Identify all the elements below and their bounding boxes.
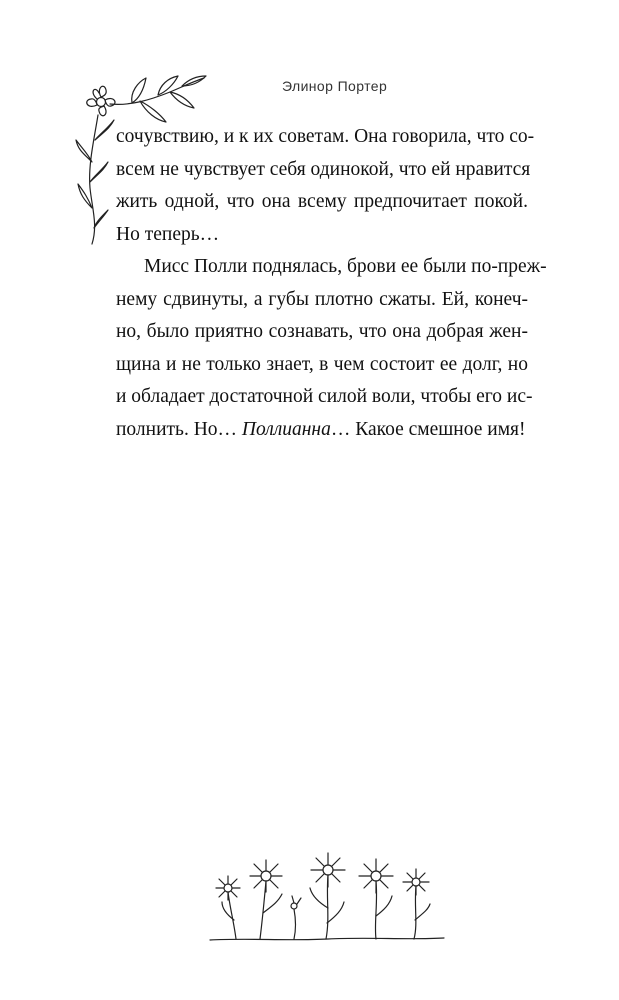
text-line: всем не чувствует себя одинокой, что ей нравится	[116, 158, 531, 180]
text-line: сочувствию, и к их советам. Она говорила, что со-	[116, 126, 535, 147]
text-line: но, было приятно сознавать, что она добрая жен-	[116, 321, 528, 342]
text-line: щина и не только знает, в чем состоит ее долг, но	[116, 353, 528, 375]
text-line: Мисс Полли поднялась, брови ее были по-преж-	[144, 256, 547, 277]
italic-name: Поллианна	[241, 418, 331, 440]
daisies-icon	[208, 848, 448, 948]
text-line: Но теперь…	[116, 223, 220, 245]
text-segment: полнить. Но…	[116, 418, 242, 440]
text-line: нему сдвинуты, а губы плотно сжаты. Ей, конеч-	[116, 288, 528, 310]
text-line: и обладает достаточной силой воли, чтобы его ис-	[116, 386, 533, 407]
text-segment: … Какое смешное имя!	[330, 418, 526, 440]
text-line-last	[116, 414, 528, 447]
body-text	[116, 121, 547, 446]
text-line: жить одной, что она всему предпочитает покой.	[116, 191, 528, 212]
running-head-author: Элинор Портер	[282, 78, 388, 94]
